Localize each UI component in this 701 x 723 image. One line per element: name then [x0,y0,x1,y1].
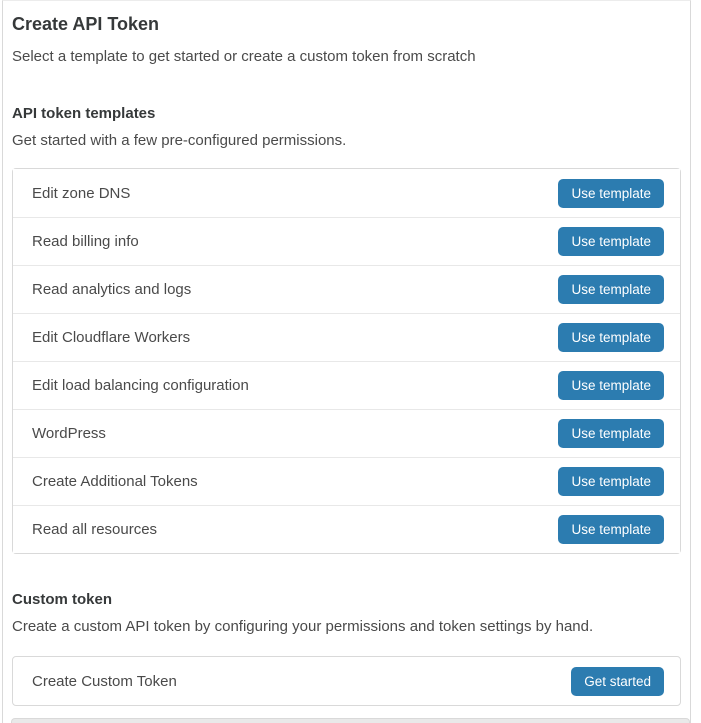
page-subtitle: Select a template to get started or create a custom token from scratch [12,48,476,65]
template-label: Read all resources [32,521,158,538]
template-label: Read analytics and logs [32,281,192,298]
template-row-read-analytics-and-logs [13,265,680,313]
template-label: Edit Cloudflare Workers [32,329,191,346]
get-started-button[interactable]: Get started [571,667,664,696]
bottom-cropped-next-section-fragment [11,718,690,723]
template-label: Read billing info [32,233,139,250]
use-template-button[interactable]: Use template [558,467,664,496]
template-row-edit-zone-dns [13,169,680,217]
templates-section-heading: API token templates [12,105,156,122]
template-label: Create Additional Tokens [32,473,198,490]
template-row-read-all-resources [13,505,680,553]
use-template-button[interactable]: Use template [558,371,664,400]
template-list [12,168,681,554]
template-row-edit-load-balancing-configuration [13,361,680,409]
create-custom-token-label: Create Custom Token [32,672,177,690]
template-label: WordPress [32,425,106,442]
page-title: Create API Token [12,14,160,34]
template-row-edit-cloudflare-workers [13,313,680,361]
custom-token-section-heading: Custom token [12,591,113,608]
template-row-wordpress [13,409,680,457]
create-custom-token-row [13,657,680,705]
custom-token-section-description: Create a custom API token by configuring your permissions and token settings by hand. [12,618,594,635]
template-row-create-additional-tokens [13,457,680,505]
use-template-button[interactable]: Use template [558,515,664,544]
template-row-read-billing-info [13,217,680,265]
use-template-button[interactable]: Use template [558,419,664,448]
template-label: Edit load balancing configuration [32,377,249,394]
use-template-button[interactable]: Use template [558,275,664,304]
use-template-button[interactable]: Use template [558,179,664,208]
template-label: Edit zone DNS [32,184,131,202]
templates-section-description: Get started with a few pre-configured permissions. [12,132,347,149]
content-card [2,0,691,723]
use-template-button[interactable]: Use template [558,323,664,352]
use-template-button[interactable]: Use template [558,227,664,256]
custom-token-container [12,656,681,706]
